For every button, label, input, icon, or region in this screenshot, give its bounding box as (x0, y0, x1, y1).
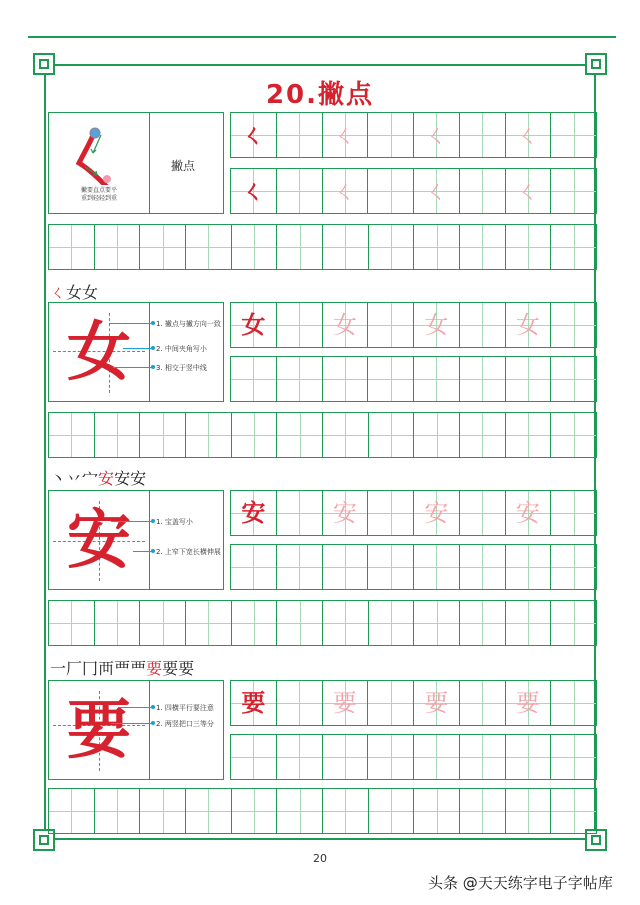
practice-cell (367, 545, 413, 589)
practice-cell (368, 413, 414, 457)
stroke-order-sequence (50, 466, 146, 489)
practice-cell (413, 789, 459, 833)
practice-cell (459, 225, 505, 269)
practice-cell (367, 491, 413, 535)
char-practice-row-1 (230, 680, 597, 726)
practice-cell (550, 491, 596, 535)
practice-cell (413, 169, 459, 213)
practice-cell (413, 491, 459, 535)
practice-cell (368, 225, 414, 269)
practice-cell (550, 545, 596, 589)
practice-cell (276, 789, 322, 833)
trace-glyph: 安 (515, 499, 540, 527)
practice-cell (185, 225, 231, 269)
practice-cell (231, 789, 277, 833)
practice-cell (413, 225, 459, 269)
practice-cell (550, 357, 596, 401)
practice-cell (368, 601, 414, 645)
practice-cell (276, 681, 322, 725)
writing-note: 1. 宝盖写小 (156, 518, 193, 526)
practice-cell (505, 735, 551, 779)
trace-glyph: 安 (332, 499, 357, 527)
note-bullet-icon (151, 321, 155, 325)
practice-cell (322, 681, 368, 725)
char-practice-row-2 (230, 734, 597, 780)
practice-cell (413, 601, 459, 645)
practice-cell (505, 601, 551, 645)
practice-cell (185, 413, 231, 457)
practice-cell (276, 357, 322, 401)
practice-cell (367, 681, 413, 725)
practice-cell (322, 225, 368, 269)
practice-cell (459, 303, 505, 347)
practice-cell (505, 545, 551, 589)
stroke-step: 要 (146, 659, 163, 678)
note-bullet-icon (151, 519, 155, 523)
practice-cell (139, 601, 185, 645)
practice-cell (505, 225, 551, 269)
practice-cell (459, 357, 505, 401)
trace-glyph: 安 (424, 499, 449, 527)
practice-cell (231, 303, 276, 347)
note-bullet-icon (151, 346, 155, 350)
trace-glyph: 要 (515, 689, 540, 717)
char-practice-row-2 (230, 356, 597, 402)
trace-glyph: 要 (332, 689, 357, 717)
stroke-step: 丷 (66, 469, 83, 488)
char-analysis-panel-an (48, 490, 224, 590)
trace-glyph: ㄑ (332, 177, 357, 205)
stroke-practice-row-2 (230, 168, 597, 214)
note-leader-line (123, 348, 153, 349)
practice-cell (139, 413, 185, 457)
practice-cell (550, 169, 596, 213)
writing-note: 2. 两竖把口三等分 (156, 720, 214, 728)
blank-practice-row (48, 788, 597, 834)
source-watermark: 头条 @天天练字电子字帖库 (428, 874, 613, 892)
stroke-step: ㄑ (50, 283, 67, 302)
practice-cell (505, 303, 551, 347)
practice-cell (94, 413, 140, 457)
practice-cell (276, 545, 322, 589)
stroke-step: 要 (162, 659, 179, 678)
practice-cell (459, 545, 505, 589)
note-bullet-icon (151, 549, 155, 553)
practice-cell (139, 789, 185, 833)
practice-cell (367, 169, 413, 213)
writing-note: 2. 中间夹角写小 (156, 345, 207, 353)
practice-cell (276, 735, 322, 779)
practice-cell (413, 413, 459, 457)
practice-cell (276, 601, 322, 645)
stroke-practice-row-1 (230, 112, 597, 158)
panel-divider (149, 681, 150, 779)
note-leader-line (113, 367, 153, 368)
stroke-step: 女 (82, 283, 99, 302)
practice-cell (276, 413, 322, 457)
char-practice-row-1 (230, 490, 597, 536)
practice-cell (322, 113, 368, 157)
practice-cell (231, 681, 276, 725)
practice-cell (550, 681, 596, 725)
practice-cell (231, 225, 277, 269)
practice-cell (505, 357, 551, 401)
practice-cell (550, 789, 596, 833)
stroke-order-sequence (50, 656, 194, 679)
practice-cell (231, 413, 277, 457)
practice-cell (231, 169, 276, 213)
practice-cell (550, 303, 596, 347)
top-rule (28, 36, 616, 38)
practice-cell (505, 789, 551, 833)
practice-cell (185, 601, 231, 645)
char-analysis-panel-yao (48, 680, 224, 780)
practice-cell (505, 113, 551, 157)
practice-cell (459, 735, 505, 779)
practice-cell (459, 413, 505, 457)
big-character: 女 (67, 315, 131, 390)
stroke-step: 安 (114, 469, 131, 488)
corner-ornament-top-left (33, 53, 55, 75)
practice-cell (413, 545, 459, 589)
note-bullet-icon (151, 705, 155, 709)
corner-ornament-top-right (585, 53, 607, 75)
note-leader-line (119, 707, 153, 708)
practice-cell (322, 601, 368, 645)
practice-cell (459, 113, 505, 157)
panel-divider (149, 303, 150, 401)
practice-cell (231, 545, 276, 589)
practice-cell (276, 303, 322, 347)
practice-cell (367, 113, 413, 157)
char-analysis-panel-nv (48, 302, 224, 402)
stroke-description-line2: 重到轻轻到重 (80, 195, 117, 202)
writing-note: 2. 上窄下宽长横伸展 (156, 548, 221, 556)
trace-glyph: ㄑ (332, 121, 357, 149)
practice-cell (550, 413, 596, 457)
practice-cell (368, 789, 414, 833)
stroke-step: 宀 (82, 469, 99, 488)
practice-cell (550, 735, 596, 779)
trace-glyph: ㄑ (424, 177, 449, 205)
practice-cell (276, 113, 322, 157)
practice-cell (459, 601, 505, 645)
practice-cell (139, 225, 185, 269)
trace-glyph: 女 (424, 311, 449, 339)
practice-cell (276, 225, 322, 269)
practice-cell (459, 169, 505, 213)
practice-cell (322, 303, 368, 347)
practice-cell (49, 601, 94, 645)
note-leader-line (111, 521, 153, 522)
blank-practice-row (48, 412, 597, 458)
stroke-step: 一 (50, 659, 67, 678)
note-leader-line (109, 323, 153, 324)
practice-cell (94, 789, 140, 833)
practice-cell (322, 169, 368, 213)
practice-cell (367, 357, 413, 401)
practice-cell (322, 491, 368, 535)
model-glyph: 女 (241, 310, 266, 339)
practice-cell (505, 413, 551, 457)
trace-glyph: 要 (424, 689, 449, 717)
stroke-step: 覀 (114, 659, 131, 678)
practice-cell (94, 225, 140, 269)
stroke-step: 覀 (130, 659, 147, 678)
writing-note: 1. 撇点与撇方向一致 (156, 320, 221, 328)
practice-cell (322, 735, 368, 779)
trace-glyph: ㄑ (515, 121, 540, 149)
practice-cell (413, 735, 459, 779)
practice-cell (94, 601, 140, 645)
stroke-order-sequence (50, 280, 98, 303)
practice-cell (231, 357, 276, 401)
note-leader-line (111, 723, 153, 724)
practice-cell (322, 545, 368, 589)
model-glyph: 安 (241, 498, 266, 527)
note-leader-line (133, 551, 153, 552)
practice-cell (276, 491, 322, 535)
practice-cell (505, 169, 551, 213)
practice-cell (550, 601, 596, 645)
stroke-step: 安 (98, 469, 115, 488)
trace-glyph: 女 (515, 311, 540, 339)
stroke-name-label: 撇点 (171, 159, 196, 173)
blank-practice-row (48, 600, 597, 646)
panel-divider (149, 113, 150, 213)
practice-cell (550, 225, 596, 269)
stroke-intro-panel (48, 112, 224, 214)
model-glyph: ㄑ (241, 120, 266, 149)
blank-practice-row (48, 224, 597, 270)
practice-cell (185, 789, 231, 833)
stroke-step: 女 (66, 283, 83, 302)
trace-glyph: 女 (332, 311, 357, 339)
note-bullet-icon (151, 721, 155, 725)
trace-glyph: ㄑ (424, 121, 449, 149)
model-glyph: ㄑ (241, 176, 266, 205)
practice-cell (49, 789, 94, 833)
page-number: 20 (313, 852, 327, 865)
trace-glyph: ㄑ (515, 177, 540, 205)
practice-cell (322, 789, 368, 833)
practice-cell (413, 113, 459, 157)
practice-cell (459, 681, 505, 725)
practice-cell (367, 735, 413, 779)
practice-cell (413, 681, 459, 725)
practice-cell (550, 113, 596, 157)
stroke-step: 冂 (82, 659, 99, 678)
practice-cell (322, 357, 368, 401)
practice-cell (231, 735, 276, 779)
practice-cell (276, 169, 322, 213)
practice-cell (49, 225, 94, 269)
stroke-description-line1: 撇要直点要平 (80, 187, 117, 194)
practice-cell (505, 681, 551, 725)
practice-cell (459, 491, 505, 535)
stroke-diagram-icon (71, 123, 131, 185)
model-glyph: 要 (241, 688, 266, 717)
practice-cell (413, 357, 459, 401)
writing-note: 1. 四横平行要注意 (156, 704, 214, 712)
char-practice-row-2 (230, 544, 597, 590)
practice-cell (49, 413, 94, 457)
stroke-step: 厂 (66, 659, 83, 678)
stroke-step: 襾 (98, 659, 115, 678)
big-character: 要 (67, 693, 131, 768)
practice-cell (322, 413, 368, 457)
practice-cell (459, 789, 505, 833)
practice-cell (231, 113, 276, 157)
note-bullet-icon (151, 365, 155, 369)
stroke-step: 安 (130, 469, 147, 488)
practice-cell (505, 491, 551, 535)
panel-divider (149, 491, 150, 589)
practice-cell (231, 601, 277, 645)
big-character: 安 (67, 503, 131, 578)
writing-note: 3. 相交于竖中线 (156, 364, 207, 372)
practice-cell (367, 303, 413, 347)
char-practice-row-1 (230, 302, 597, 348)
stroke-step: 要 (178, 659, 195, 678)
page-title: 20.撇点 (265, 80, 375, 110)
practice-cell (413, 303, 459, 347)
stroke-step: 丶 (50, 469, 67, 488)
practice-cell (231, 491, 276, 535)
